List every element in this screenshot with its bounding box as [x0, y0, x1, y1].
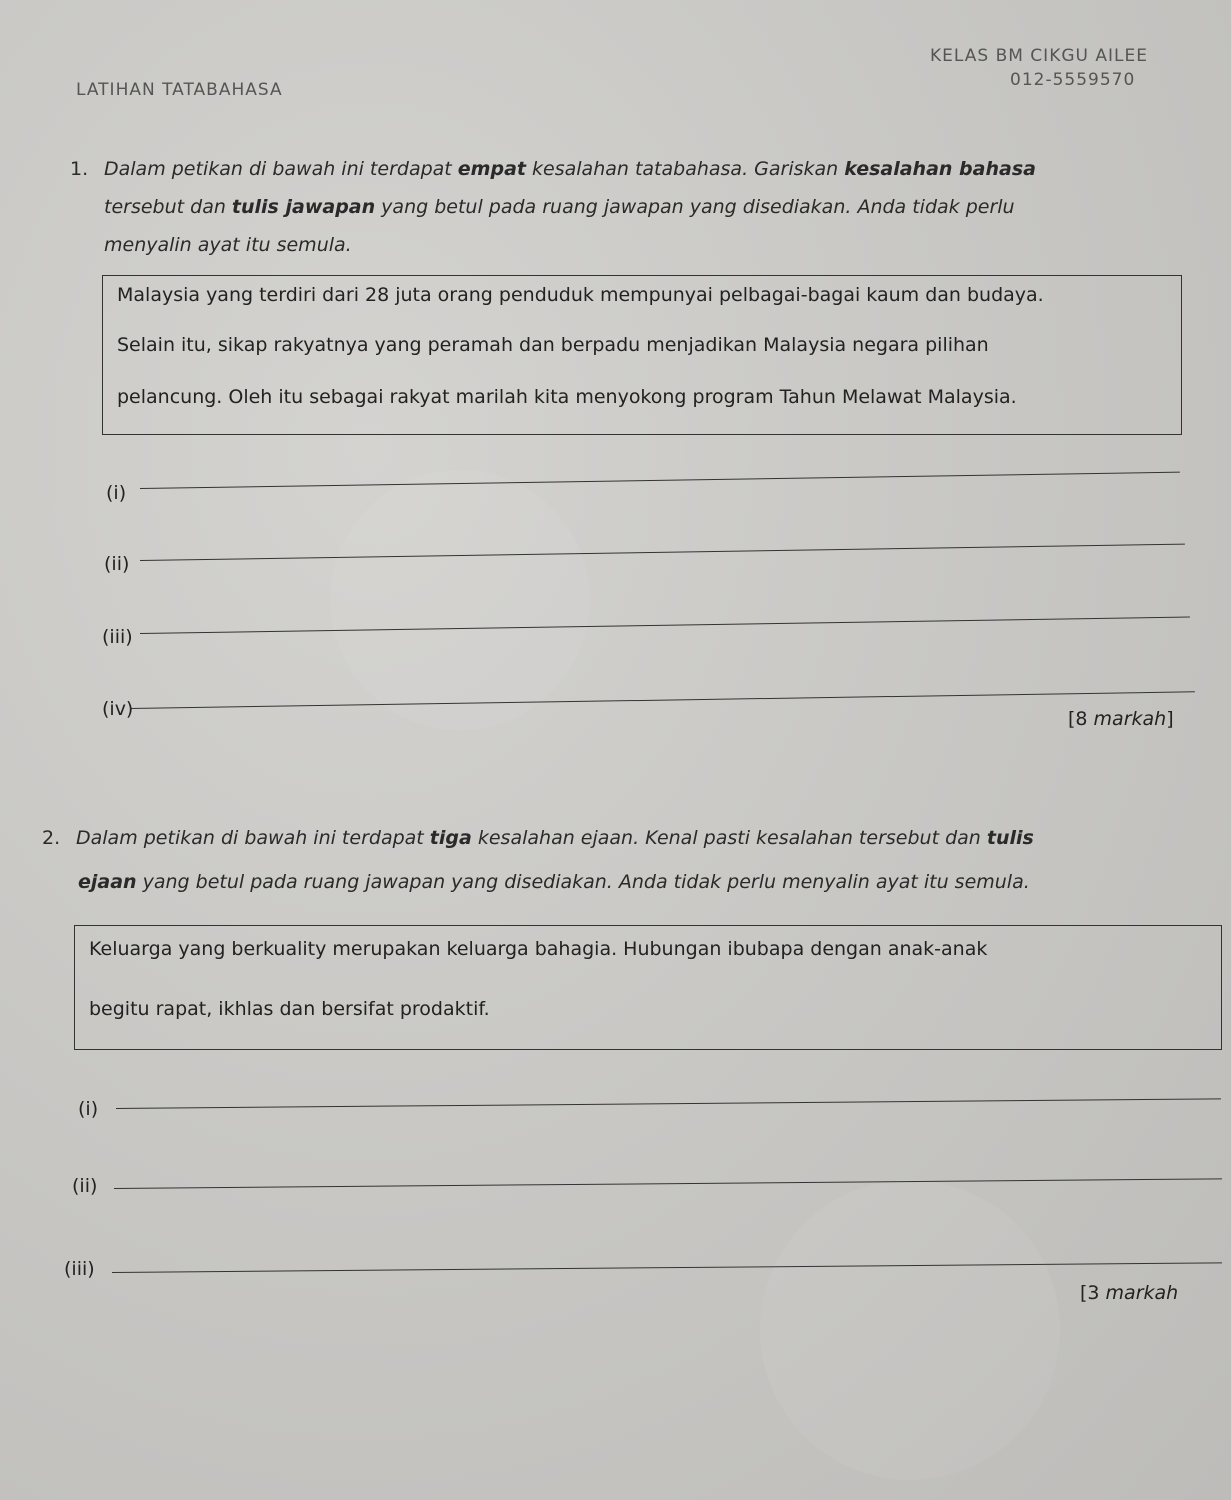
- q1-text: tersebut dan: [104, 196, 232, 218]
- q2-answer-line-i[interactable]: [116, 1098, 1221, 1109]
- q1-instr-line-3: menyalin ayat itu semula.: [104, 234, 352, 256]
- question-1-passage-box: [102, 275, 1182, 435]
- q2-instr-line-2: [42, 860, 1222, 904]
- q1-text: Dalam petikan di bawah ini terdapat: [104, 158, 458, 180]
- passage-line: begitu rapat, ikhlas dan bersifat prodaktif.: [89, 998, 490, 1020]
- question-1-number: 1.: [70, 158, 89, 180]
- q1-instr-line-1: [70, 150, 1200, 188]
- passage-line: Malaysia yang terdiri dari 28 juta orang penduduk mempunyai pelbagai-bagai kaum dan budaya.: [117, 284, 1044, 306]
- question-1-marks: [1068, 708, 1174, 730]
- q1-emphasis: tulis jawapan: [231, 196, 376, 218]
- marks-prefix: [8: [1068, 708, 1094, 730]
- q2-answer-line-ii[interactable]: [114, 1178, 1222, 1189]
- q1-text: kesalahan tatabahasa. Gariskan: [526, 158, 845, 180]
- marks-word: markah: [1093, 708, 1167, 730]
- q1-answer-label-ii: (ii): [104, 553, 130, 575]
- question-1-instructions: [70, 150, 1200, 264]
- question-2-instructions: [42, 816, 1222, 904]
- q2-emphasis: tiga: [429, 827, 472, 849]
- q2-text: yang betul pada ruang jawapan yang disediakan. Anda tidak perlu menyalin ayat itu semula.: [136, 871, 1030, 893]
- q2-text: kesalahan ejaan. Kenal pasti kesalahan tersebut dan: [471, 827, 987, 849]
- question-2-marks: [1080, 1282, 1178, 1304]
- q2-answer-line-iii[interactable]: [112, 1262, 1222, 1273]
- q1-emphasis: empat: [457, 158, 526, 180]
- q2-emphasis: tulis: [986, 827, 1034, 849]
- q1-answer-label-i: (i): [106, 482, 127, 504]
- marks-word: markah: [1105, 1282, 1179, 1304]
- background-smudge: [330, 470, 590, 730]
- marks-suffix: ]: [1166, 708, 1174, 730]
- q2-answer-label-ii: (ii): [72, 1175, 98, 1197]
- q1-answer-line-iii[interactable]: [140, 617, 1190, 634]
- q1-instr-line-2: [70, 188, 1200, 226]
- passage-line: pelancung. Oleh itu sebagai rakyat marilah kita menyokong program Tahun Melawat Malaysia.: [117, 386, 1017, 408]
- phone-number: 012-5559570: [1010, 70, 1136, 90]
- q2-answer-label-iii: (iii): [64, 1258, 95, 1280]
- passage-line: Selain itu, sikap rakyatnya yang peramah dan berpadu menjadikan Malaysia negara pilihan: [117, 334, 989, 356]
- q2-emphasis: ejaan: [78, 871, 137, 893]
- q1-answer-line-iv[interactable]: [130, 691, 1195, 709]
- q2-answer-label-i: (i): [78, 1098, 99, 1120]
- q1-answer-label-iii: (iii): [102, 626, 133, 648]
- question-2-passage-box: [74, 925, 1222, 1050]
- q2-text: Dalam petikan di bawah ini terdapat: [76, 827, 430, 849]
- background-smudge: [760, 1180, 1060, 1480]
- q2-instr-line-1: [42, 816, 1222, 860]
- q1-answer-line-i[interactable]: [140, 472, 1180, 489]
- q1-emphasis: kesalahan bahasa: [844, 158, 1036, 180]
- worksheet-title: LATIHAN TATABAHASA: [76, 80, 283, 100]
- q1-answer-line-ii[interactable]: [140, 544, 1185, 561]
- class-name: KELAS BM CIKGU AILEE: [930, 46, 1148, 66]
- question-2-number: 2.: [42, 827, 61, 849]
- q1-answer-label-iv: (iv): [102, 698, 134, 720]
- q1-text: yang betul pada ruang jawapan yang disediakan. Anda tidak perlu: [375, 196, 1015, 218]
- marks-prefix: [3: [1080, 1282, 1106, 1304]
- passage-line: Keluarga yang berkuality merupakan keluarga bahagia. Hubungan ibubapa dengan anak-anak: [89, 938, 988, 960]
